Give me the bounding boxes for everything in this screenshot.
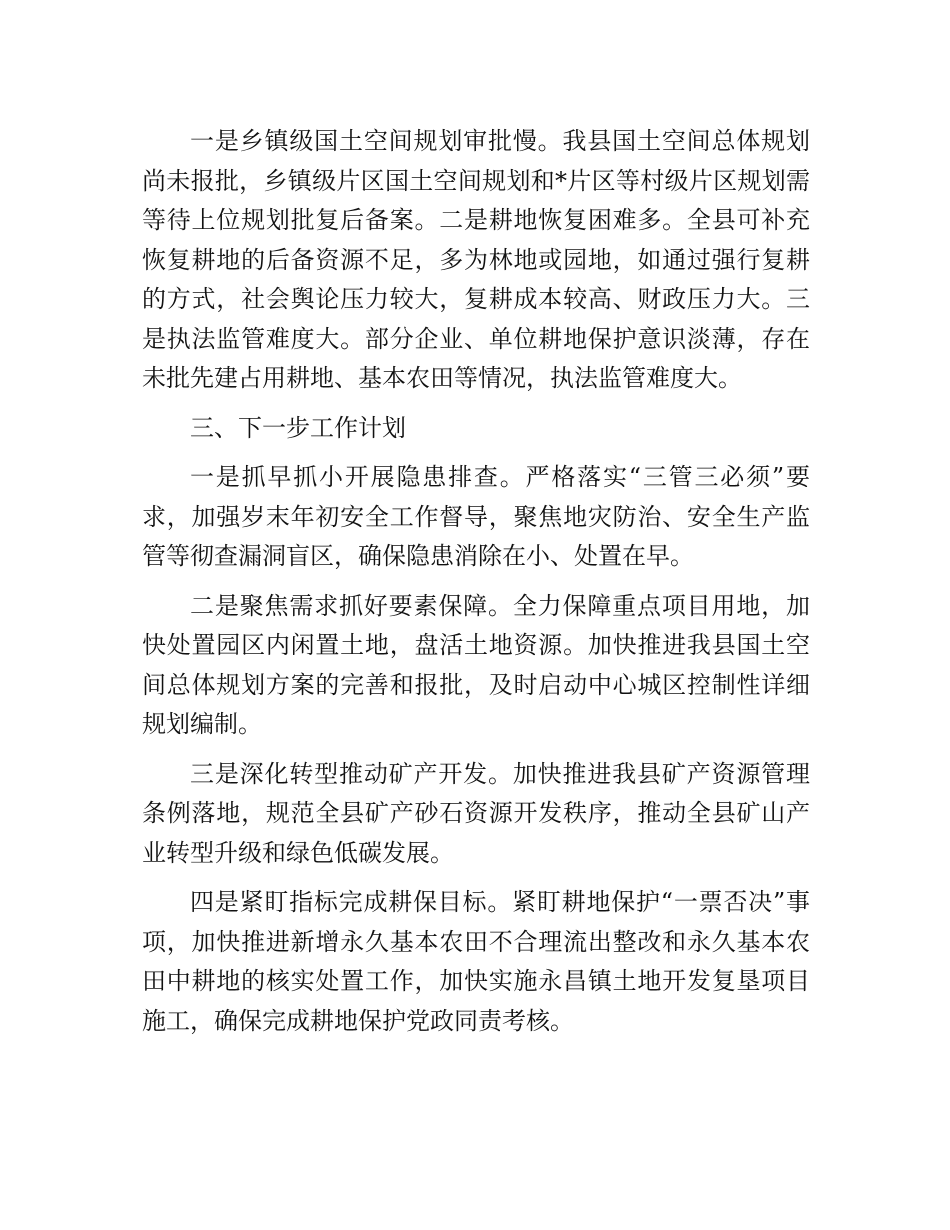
paragraph-plan-4: 四是紧盯指标完成耕保目标。紧盯耕地保护“一票否决”事项，加快推进新增永久基本农田不合理流出整改和永久基本农田中耕地的核实处置工作，加快实施永昌镇土地开发复垦项目施工，确保完成耕地保护党政同责考核。	[142, 888, 810, 1035]
paragraph-plan-1: 一是抓早抓小开展隐患排查。严格落实“三管三必须”要求，加强岁末年初安全工作督导，聚焦地灾防治、安全生产监管等彻查漏洞盲区，确保隐患消除在小、处置在早。	[142, 463, 810, 570]
document-body	[142, 122, 810, 1051]
paragraph-plan-3: 三是深化转型推动矿产开发。加快推进我县矿产资源管理条例落地，规范全县矿产砂石资源开发秩序，推动全县矿山产业转型升级和绿色低碳发展。	[142, 759, 810, 867]
paragraph-plan-2: 二是聚焦需求抓好要素保障。全力保障重点项目用地，加快处置园区内闲置土地，盘活土地资源。加快推进我县国土空间总体规划方案的完善和报批，及时启动中心城区控制性详细规划编制。	[142, 591, 810, 738]
paragraph-problems: 一是乡镇级国土空间规划审批慢。我县国土空间总体规划尚未报批，乡镇级片区国土空间规划和*片区等村级片区规划需等待上位规划批复后备案。二是耕地恢复困难多。全县可补充恢复耕地的后备资源不足，多为林地或园地，如通过强行复耕的方式，社会舆论压力较大，复耕成本较高、财政压力大。三是执法监管难度大。部分企业、单位耕地保护意识淡薄，存在未批先建占用耕地、基本农田等情况，执法监管难度大。	[142, 127, 810, 392]
section-heading-next-steps: 三、下一步工作计划	[190, 413, 406, 442]
